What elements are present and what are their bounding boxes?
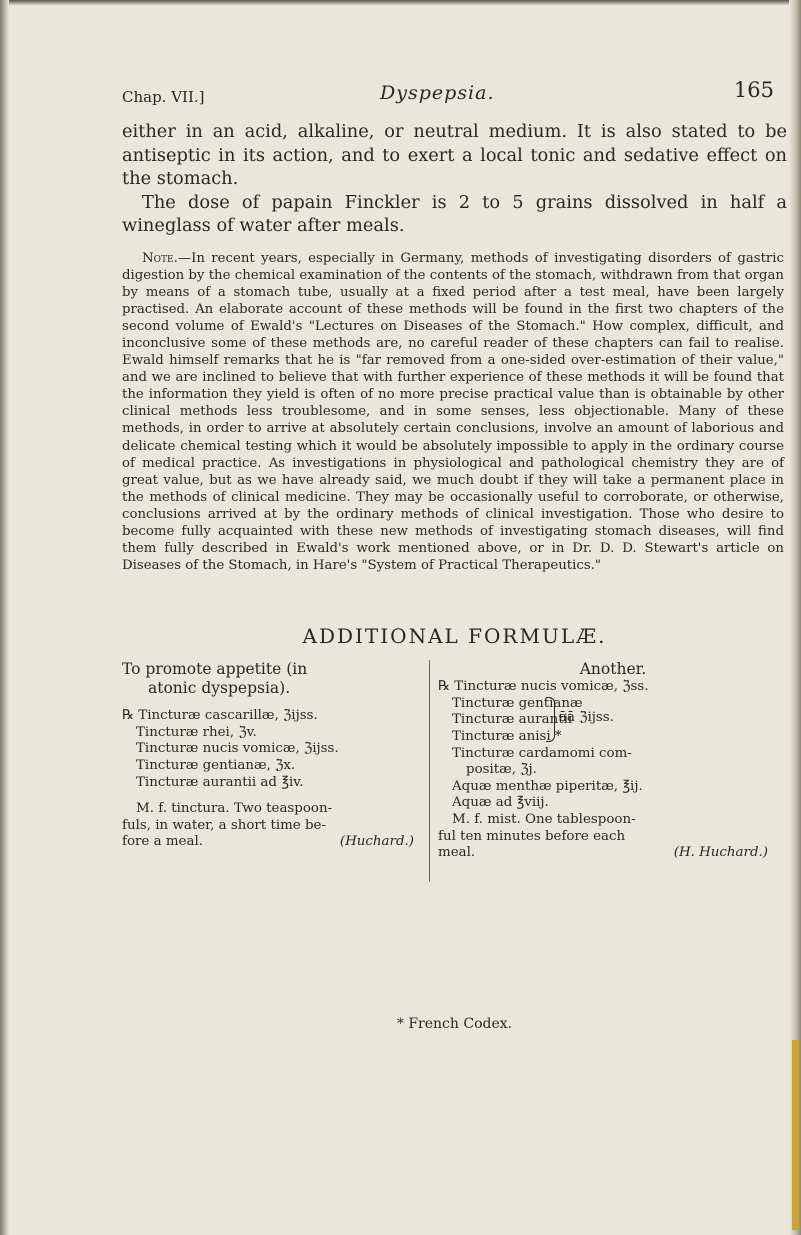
formula-left-line: ℞ Tincturæ cascarillæ, ℨijss. bbox=[122, 708, 318, 724]
formula-right-line-8: Aquæ ad ℥viij. bbox=[452, 795, 549, 811]
formula-right-brace-item: Tincturæ anisi * bbox=[452, 729, 562, 745]
formula-right-line-7: Aquæ menthæ piperitæ, ℥ij. bbox=[452, 778, 643, 794]
formula-left-direction-3: fore a meal. bbox=[122, 834, 203, 850]
column-divider bbox=[429, 660, 430, 882]
main-text bbox=[122, 120, 787, 238]
note-paragraph bbox=[122, 250, 784, 575]
formula-right-citation: (H. Huchard.) bbox=[673, 845, 768, 861]
note-text: —In recent years, especially in Germany, methods of investigating disorders of gastric digestion by the chemical examination of the contents of the stomach, withdrawn from that organ by means of a stomach tube, usually at a fixed period after a test meal, have been largely practised. An elaborate account of these methods will be found in the first two chapters of the second volume of Ewald's "Lectures on Diseases of the Stomach." How complex, difficult, and inconclusive some of these methods are, no careful reader of these chapters can fail to realise. Ewald himself remarks that he is "far removed from a one-sided over-estimation of their value," and we are inclined to believe that with further experience of these methods it will be found that the information they yield is often of no more precise practical value than is obtainable by other clinical methods less troublesome, and in some senses, less objectionable. Many of these methods, in order to arrive at absolutely certain conclusions, involve an amount of laborious and delicate chemical testing which it would be absolutely impossible to apply in the ordinary course of medical practice. As investigations in physiological and pathological chemistry they are of great value, but as we have already said, we much doubt if they will take a permanent place in the methods of clinical medicine. They may be occasionally useful to corroborate, or otherwise, conclusions arrived at by the ordinary methods of clinical investigation. Those who desire to become fully acquainted with these new methods of investigating stomach diseases, will find them fully described in Ewald's work mentioned above, or in Dr. D. D. Stewart's article on Diseases of the Stomach, in Hare's "System of Practical Therapeutics." bbox=[122, 250, 784, 574]
formula-left-direction-2: fuls, in water, a short time be- bbox=[122, 817, 327, 833]
page-top-edge bbox=[0, 0, 801, 5]
note-label: Note. bbox=[142, 250, 178, 266]
formula-right-title: Another. bbox=[579, 660, 647, 679]
brace-icon bbox=[546, 697, 555, 742]
formula-left-column bbox=[122, 660, 422, 851]
formula-right-direction-1: M. f. mist. One tablespoon- bbox=[452, 812, 636, 828]
paragraph-1: either in an acid, alkaline, or neutral medium. It is also stated to be antiseptic in its action, and to exert a local tonic and sedative effect on the stomach. bbox=[122, 121, 787, 189]
formula-right-direction-3: meal. bbox=[438, 845, 476, 861]
running-header bbox=[122, 78, 787, 120]
formula-left-title-line-2: atonic dyspepsia). bbox=[148, 679, 291, 698]
formula-right-brace-item: Tincturæ gentianæ bbox=[452, 695, 583, 711]
formula-left-citation: (Huchard.) bbox=[339, 834, 414, 850]
book-page bbox=[122, 78, 787, 1198]
paragraph-2: The dose of papain Finckler is 2 to 5 grains dissolved in half a wineglass of water after meals. bbox=[122, 191, 787, 236]
page-gutter-shadow bbox=[0, 0, 9, 1235]
chapter-label: Chap. VII.] bbox=[122, 88, 205, 106]
running-title: Dyspepsia. bbox=[380, 82, 495, 104]
page-number: 165 bbox=[733, 78, 774, 102]
formula-right-brace-amount: āā ℨijss. bbox=[559, 709, 614, 725]
formula-left-line: Tincturæ aurantii ad ℥iv. bbox=[136, 774, 304, 790]
formula-right-line-5: Tincturæ cardamomi com- bbox=[452, 745, 632, 761]
formula-left-title-line-1: To promote appetite (in bbox=[122, 660, 308, 679]
formulae-section bbox=[122, 660, 787, 870]
formula-right-brace-group bbox=[438, 696, 788, 746]
formula-right-brace-item: Tincturæ aurantii bbox=[452, 712, 573, 728]
formula-right-line-6: positæ, ℨj. bbox=[466, 762, 537, 778]
formula-left-line: Tincturæ rhei, ℨv. bbox=[136, 724, 257, 740]
formula-right-line-1: ℞ Tincturæ nucis vomicæ, ℨss. bbox=[438, 679, 649, 695]
page-edge-marker bbox=[792, 1040, 799, 1230]
formula-left-line: Tincturæ nucis vomicæ, ℨijss. bbox=[136, 741, 339, 757]
additional-formulae-heading: ADDITIONAL FORMULÆ. bbox=[302, 624, 607, 649]
formula-right-direction-2: ful ten minutes before each bbox=[438, 828, 626, 844]
formula-right-column bbox=[438, 660, 788, 862]
formula-left-line: Tincturæ gentianæ, ℨx. bbox=[136, 758, 296, 774]
formula-left-direction-1: M. f. tinctura. Two teaspoon- bbox=[136, 801, 333, 817]
footnote: * French Codex. bbox=[396, 1016, 513, 1032]
